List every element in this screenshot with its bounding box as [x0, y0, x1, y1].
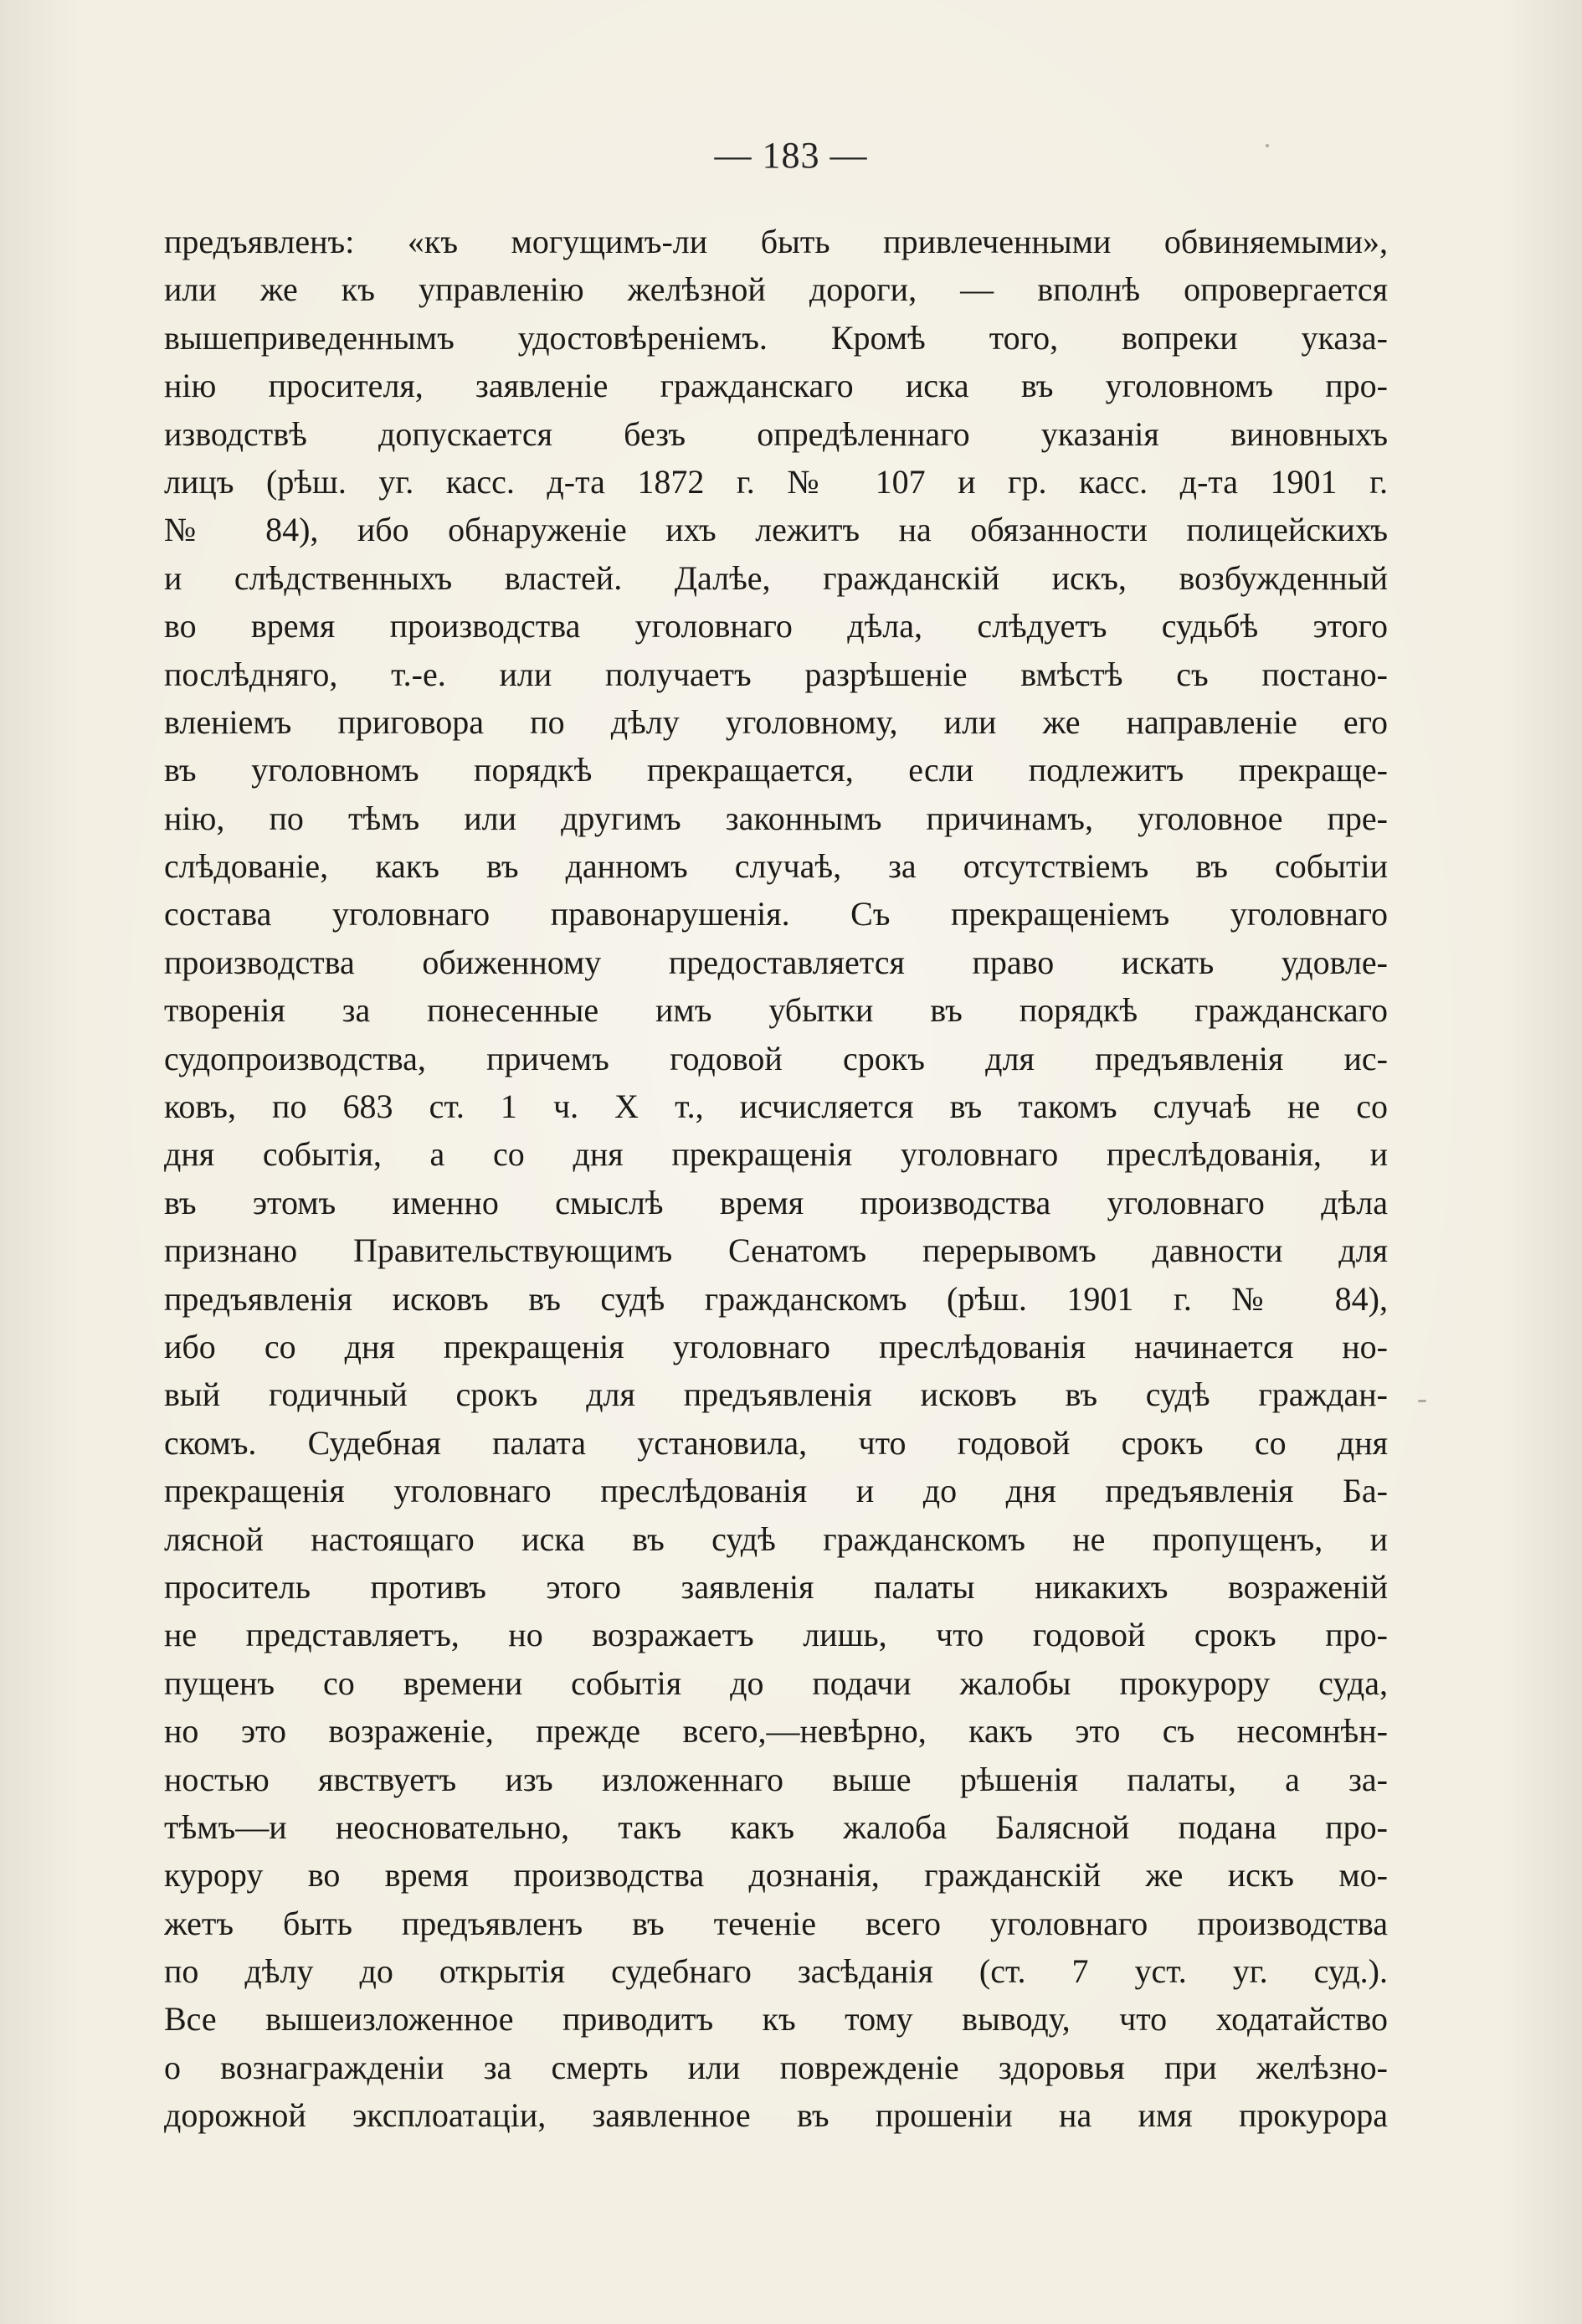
text-line: по дѣлу до открытія судебнаго засѣданія (ст. 7 уст. уг. суд.).	[164, 1952, 1388, 1991]
text-line: скомъ. Судебная палата установила, что годовой срокъ со дня	[164, 1423, 1388, 1462]
text-line: нію, по тѣмъ или другимъ законнымъ причинамъ, уголовное пре-	[164, 799, 1388, 837]
text-line: послѣдняго, т.-е. или получаетъ разрѣшеніе вмѣстѣ съ постано-	[164, 655, 1388, 693]
text-line: производства обиженному предоставляется право искать удовле-	[164, 943, 1388, 981]
text-line: ковъ, по 683 ст. 1 ч. X т., исчисляется въ такомъ случаѣ не со	[164, 1087, 1388, 1126]
text-line: № 84), ибо обнаруженіе ихъ лежитъ на обязанности полицейскихъ	[164, 511, 1388, 549]
text-line: дня событія, а со дня прекращенія уголовнаго преслѣдованія, и	[164, 1135, 1388, 1174]
text-line: предъявленъ: «къ могущимъ-ли быть привлеченными обвиняемыми»,	[164, 223, 1388, 260]
text-line: состава уголовнаго правонарушенія. Съ прекращеніемъ уголовнаго	[164, 895, 1388, 933]
text-line: и слѣдственныхъ властей. Далѣе, гражданскій искъ, возбужденный	[164, 558, 1388, 597]
text-line: или же къ управленію желѣзной дороги, — вполнѣ опровергается	[164, 270, 1388, 309]
text-line: Все вышеизложенное приводитъ къ тому выводу, что ходатайство	[164, 2000, 1388, 2039]
text-line: вый годичный срокъ для предъявленія исковъ въ судѣ граждан-	[164, 1375, 1388, 1414]
text-line: ибо со дня прекращенія уголовнаго преслѣдованія начинается но-	[164, 1327, 1388, 1365]
text-line: изводствѣ допускается безъ опредѣленнаго указанія виновныхъ	[164, 414, 1388, 453]
text-line: въ этомъ именно смыслѣ время производства уголовнаго дѣла	[164, 1183, 1388, 1221]
text-line: вленіемъ приговора по дѣлу уголовному, или же направленіе его	[164, 702, 1388, 741]
text-line: о вознагражденіи за смерть или поврежденіе здоровья при желѣзно-	[164, 2048, 1388, 2086]
text-line: но это возраженіе, прежде всего,—невѣрно, какъ это съ несомнѣн-	[164, 1712, 1388, 1751]
text-line: во время производства уголовнаго дѣла, слѣдуетъ судьбѣ этого	[164, 607, 1388, 645]
page-number: — 183 —	[714, 135, 868, 176]
text-line: дорожной эксплоатаціи, заявленное въ прошеніи на имя прокурора	[164, 2096, 1388, 2135]
text-line: слѣдованіе, какъ въ данномъ случаѣ, за отсутствіемъ въ событіи	[164, 847, 1388, 886]
text-line: проситель противъ этого заявленія палаты никакихъ возраженій	[164, 1567, 1388, 1606]
text-line: признано Правительствующимъ Сенатомъ перерывомъ давности для	[164, 1231, 1388, 1270]
text-line: тѣмъ—и неосновательно, такъ какъ жалоба Балясной подана про-	[164, 1807, 1388, 1846]
text-line: предъявленія исковъ въ судѣ гражданскомъ (рѣш. 1901 г. № 84),	[164, 1279, 1388, 1318]
body-text	[164, 218, 1388, 2140]
text-line: въ уголовномъ порядкѣ прекращается, если подлежитъ прекраще-	[164, 751, 1388, 789]
text-line: вышеприведеннымъ удостовѣреніемъ. Кромѣ того, вопреки указа-	[164, 318, 1388, 357]
text-line: прекращенія уголовнаго преслѣдованія и до дня предъявленія Ба-	[164, 1472, 1388, 1510]
text-line: жетъ быть предъявленъ въ теченіе всего уголовнаго производства	[164, 1904, 1388, 1942]
text-line: лицъ (рѣш. уг. касс. д-та 1872 г. № 107 и гр. касс. д-та 1901 г.	[164, 462, 1388, 501]
paper-speck	[1266, 144, 1269, 147]
text-line: лясной настоящаго иска въ судѣ гражданскомъ не пропущенъ, и	[164, 1519, 1388, 1558]
text-line: пущенъ со времени событія до подачи жалобы прокурору суда,	[164, 1663, 1388, 1702]
text-line: судопроизводства, причемъ годовой срокъ для предъявленія ис-	[164, 1039, 1388, 1077]
text-line: творенія за понесенные имъ убытки въ порядкѣ гражданскаго	[164, 991, 1388, 1030]
text-line: ностью явствуетъ изъ изложеннаго выше рѣшенія палаты, а за-	[164, 1760, 1388, 1798]
text-line: курору во время производства дознанія, гражданскій же искъ мо-	[164, 1856, 1388, 1895]
text-line: нію просителя, заявленіе гражданскаго иска въ уголовномъ про-	[164, 367, 1388, 405]
text-line: не представляетъ, но возражаетъ лишь, что годовой срокъ про-	[164, 1616, 1388, 1654]
paper-speck	[1418, 1400, 1426, 1402]
